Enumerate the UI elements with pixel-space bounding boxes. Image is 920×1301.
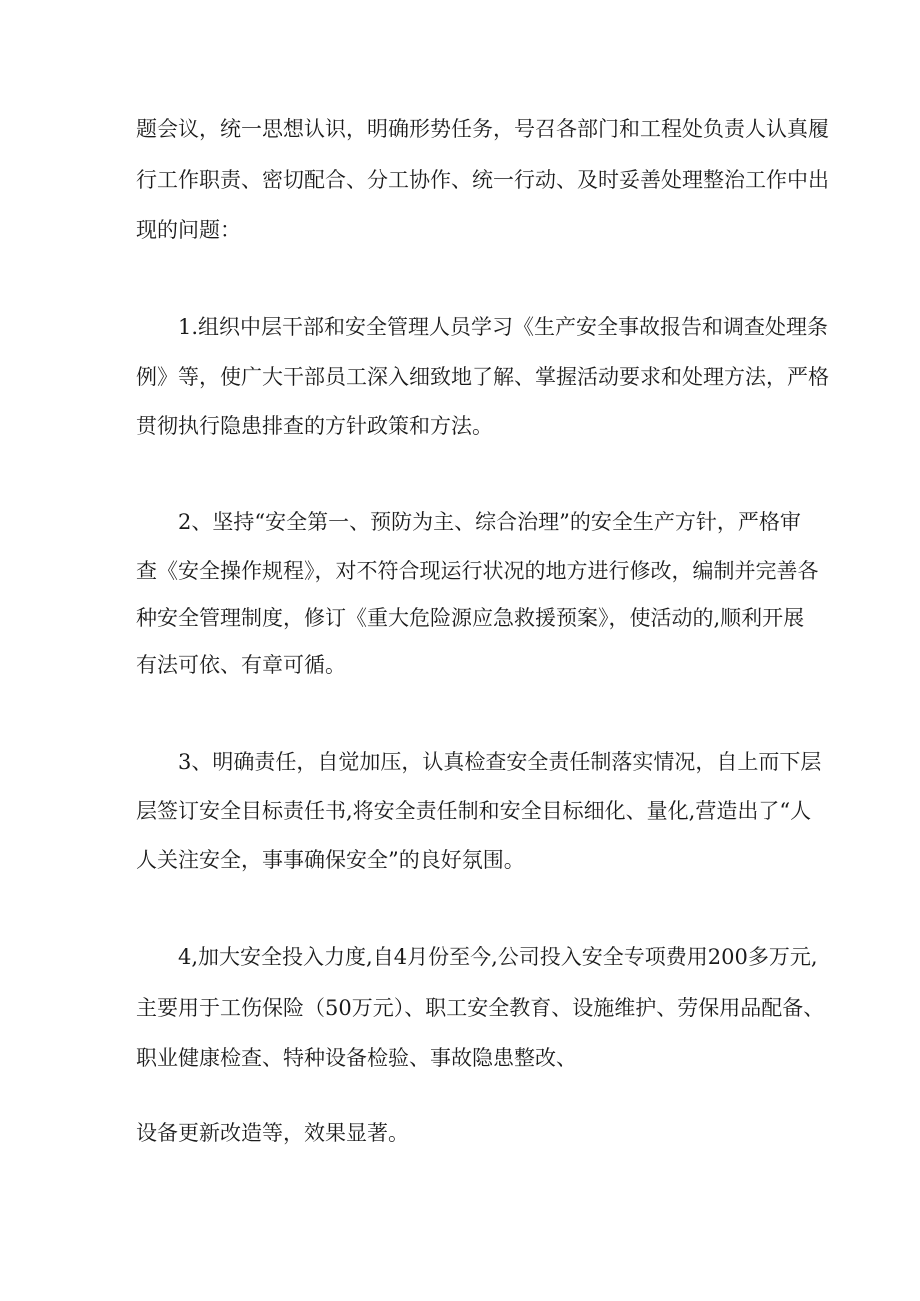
item2-line-1: 2、坚持“安全第一、预防为主、综合治理”的安全生产方针，严格审	[178, 510, 801, 534]
intro-line-3: 现的问题：	[136, 218, 241, 242]
item2-line-2: 查《安全操作规程》，对不符合现运行状况的地方进行修改，编制并完善各	[136, 559, 819, 583]
item1-line-2: 例》等，使广大干部员工深入细致地了解、掌握活动要求和处理方法，严格	[136, 365, 829, 389]
intro-line-1: 题会议，统一思想认识，明确形势任务，号召各部门和工程处负责人认真履	[136, 117, 829, 141]
closing-line: 设备更新改造等，效果显著。	[136, 1121, 409, 1145]
item2-line-3: 种安全管理制度，修订《重大危险源应急救援预案》，使活动的,顺利开展	[136, 606, 805, 630]
item3-line-3: 人关注安全，事事确保安全”的良好氛围。	[136, 848, 525, 872]
item4-line-1: 4,加大安全投入力度,自4月份至今,公司投入安全专项费用200多万元,	[178, 945, 818, 969]
item1-line-1: 1.组织中层干部和安全管理人员学习《生产安全事故报告和调查处理条	[178, 315, 829, 339]
item4-line-2: 主要用于工伤保险（50万元）、职工安全教育、设施维护、劳保用品配备、	[136, 996, 825, 1020]
item4-line-3: 职业健康检查、特种设备检验、事故隐患整改、	[136, 1046, 577, 1070]
item3-line-2: 层签订安全目标责任书,将安全责任制和安全目标细化、量化,营造出了“人	[136, 799, 812, 823]
item3-line-1: 3、明确责任，自觉加压，认真检查安全责任制落实情况，自上而下层	[178, 750, 822, 774]
intro-line-2: 行工作职责、密切配合、分工协作、统一行动、及时妥善处理整治工作中出	[136, 168, 829, 192]
item2-line-4: 有法可依、有章可循。	[136, 653, 346, 677]
item1-line-3: 贯彻执行隐患排查的方针政策和方法。	[136, 414, 493, 438]
